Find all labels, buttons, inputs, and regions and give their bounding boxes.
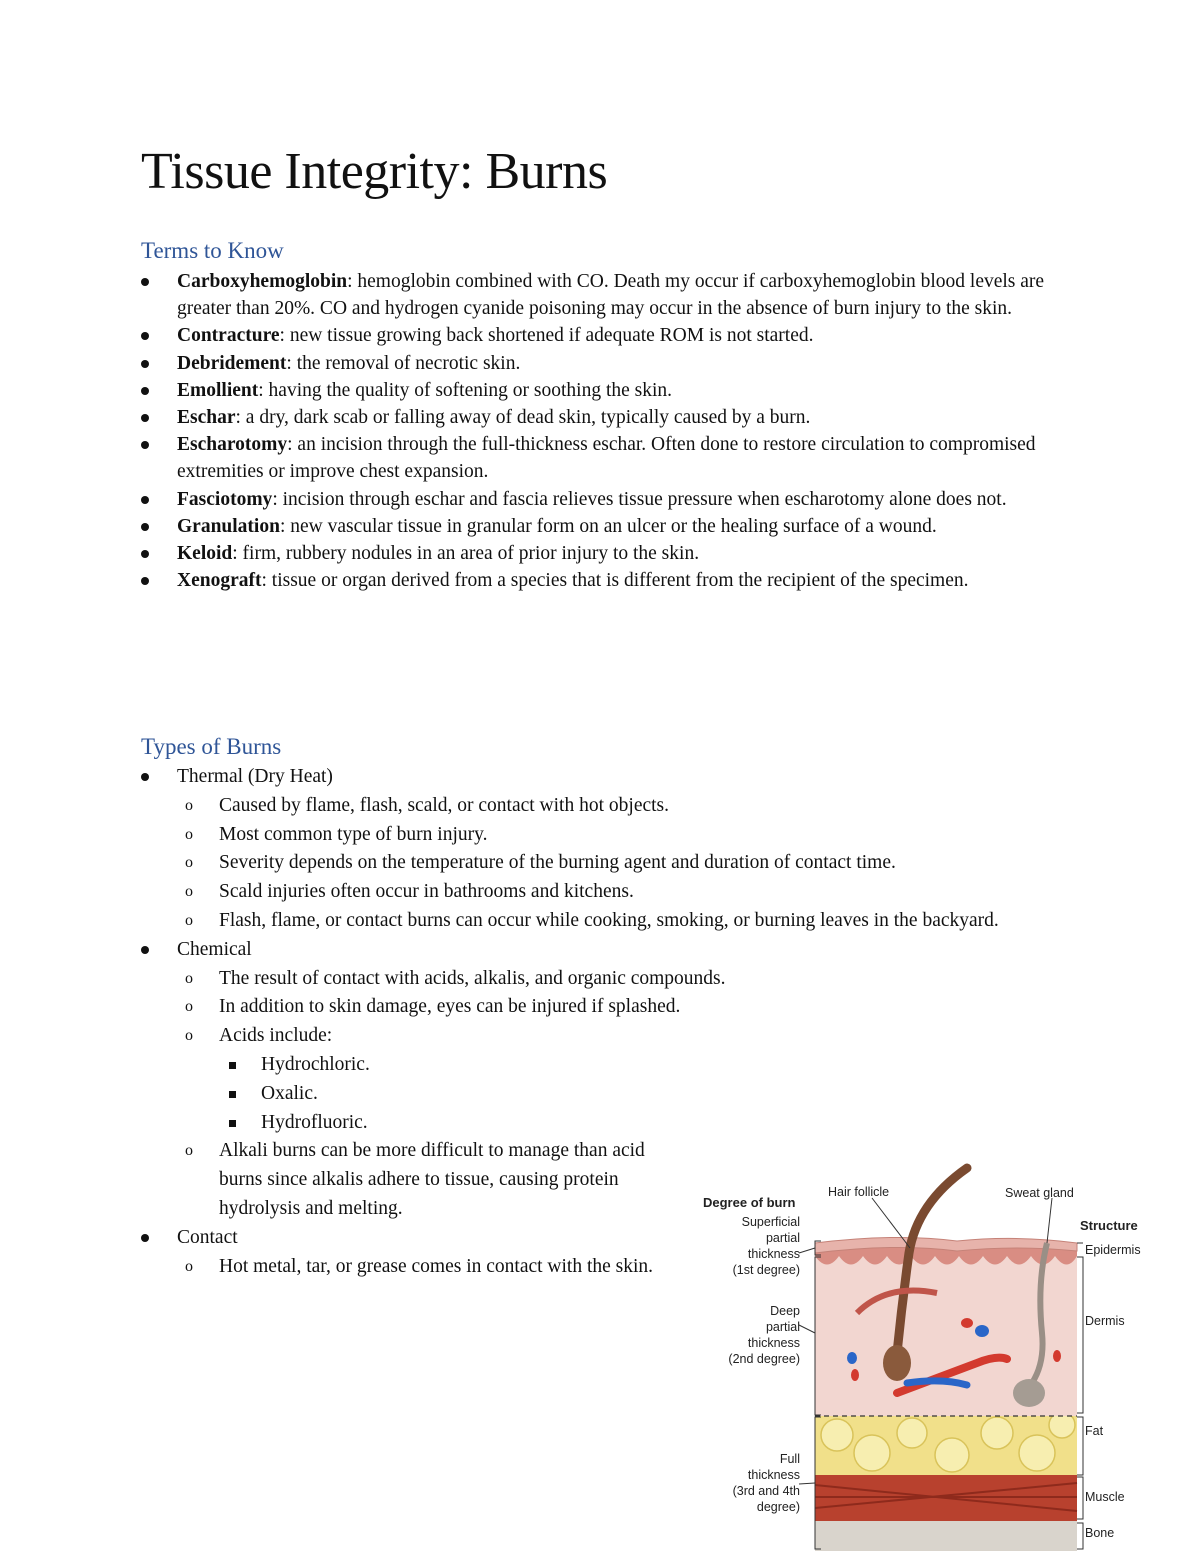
terms-list xyxy=(141,268,1071,594)
square-bullet-icon xyxy=(229,1062,236,1069)
list-item xyxy=(177,849,1061,878)
circle-bullet-icon: o xyxy=(185,825,193,843)
degree-label: degree) xyxy=(756,1500,800,1514)
bullet-icon xyxy=(141,577,149,585)
term-definition: : the removal of necrotic skin. xyxy=(286,352,521,374)
item-text: In addition to skin damage, eyes can be injured if splashed. xyxy=(219,996,681,1018)
term-definition: : incision through eschar and fascia relieves tissue pressure when escharotomy alone does not. xyxy=(272,488,1007,510)
structure-label: Muscle xyxy=(1085,1490,1125,1504)
list-item xyxy=(177,907,1061,936)
bullet-icon xyxy=(141,946,149,954)
list-item xyxy=(141,486,1071,513)
list-item xyxy=(141,540,1071,567)
list-item xyxy=(219,1080,1061,1109)
degree-label: thickness xyxy=(747,1468,800,1482)
acids-sublist xyxy=(219,1051,1061,1137)
item-text: Severity depends on the temperature of the burning agent and duration of contact time. xyxy=(219,852,896,874)
term-definition: : an incision through the full-thickness eschar. Often done to restore circulation to compromised extremities or improve chest expansion. xyxy=(177,434,1036,483)
term-name: Escharotomy xyxy=(177,434,288,456)
degree-label: partial xyxy=(765,1320,800,1334)
sweat-gland-label: Sweat gland xyxy=(1005,1186,1074,1200)
degree-label: (3rd and 4th xyxy=(732,1484,800,1498)
list-item xyxy=(177,1253,659,1282)
degree-label: thickness xyxy=(747,1336,800,1350)
bullet-icon xyxy=(141,1234,149,1242)
term-name: Debridement xyxy=(177,352,287,374)
circle-bullet-icon: o xyxy=(185,1257,193,1275)
item-text: Hydrofluoric. xyxy=(261,1111,368,1133)
list-item xyxy=(177,993,1061,1022)
circle-bullet-icon: o xyxy=(185,998,193,1016)
bullet-icon xyxy=(141,332,149,340)
term-definition: : a dry, dark scab or falling away of dead skin, typically caused by a burn. xyxy=(235,407,811,429)
bullet-icon xyxy=(141,414,149,422)
list-item xyxy=(141,268,1071,322)
item-text: Acids include: xyxy=(219,1025,333,1047)
item-text: The result of contact with acids, alkalis, and organic compounds. xyxy=(219,967,726,989)
thermal-sublist xyxy=(177,792,1061,936)
list-item xyxy=(141,350,1071,377)
square-bullet-icon xyxy=(229,1120,236,1127)
list-item xyxy=(141,567,1071,594)
list-item xyxy=(177,1022,1061,1137)
item-text: Alkali burns can be more difficult to manage than acid burns since alkalis adhere to tissue, causing protein hydrolysis and melting. xyxy=(219,1140,645,1219)
list-item xyxy=(177,792,1061,821)
list-item xyxy=(219,1051,1061,1080)
circle-bullet-icon: o xyxy=(185,1142,193,1160)
page-title: Tissue Integrity: Burns xyxy=(141,143,608,200)
list-item xyxy=(141,763,1061,936)
degree-label: thickness xyxy=(747,1247,800,1261)
bullet-icon xyxy=(141,496,149,504)
hair-follicle-label: Hair follicle xyxy=(828,1185,890,1199)
bone-layer xyxy=(815,1521,1077,1551)
list-item xyxy=(141,431,1071,485)
item-text: Oxalic. xyxy=(261,1082,318,1104)
bullet-icon xyxy=(141,360,149,368)
structure-label: Bone xyxy=(1085,1526,1115,1540)
circle-bullet-icon: o xyxy=(185,1027,193,1045)
sweat-gland xyxy=(1013,1379,1045,1407)
bullet-icon xyxy=(141,387,149,395)
type-label: Chemical xyxy=(177,938,252,960)
item-text: Hydrochloric. xyxy=(261,1053,370,1075)
list-item xyxy=(141,513,1071,540)
circle-bullet-icon: o xyxy=(185,969,193,987)
item-text: Hot metal, tar, or grease comes in contact with the skin. xyxy=(219,1255,654,1277)
degree-heading: Degree of burn xyxy=(703,1195,796,1210)
term-name: Contracture xyxy=(177,325,280,347)
types-heading: Types of Burns xyxy=(141,734,282,759)
degree-label: (1st degree) xyxy=(732,1263,800,1277)
structure-heading: Structure xyxy=(1080,1218,1138,1233)
item-text: Scald injuries often occur in bathrooms and kitchens. xyxy=(219,881,634,903)
list-item xyxy=(177,965,1061,994)
item-text: Caused by flame, flash, scald, or contact with hot objects. xyxy=(219,794,670,816)
bullet-icon xyxy=(141,523,149,531)
term-definition: : tissue or organ derived from a species that is different from the recipient of the specimen. xyxy=(261,570,969,592)
burn-depth-figure xyxy=(697,1163,1157,1551)
list-item xyxy=(141,404,1071,431)
term-definition: : having the quality of softening or soothing the skin. xyxy=(258,379,673,401)
term-definition: : new vascular tissue in granular form on an ulcer or the healing surface of a wound. xyxy=(279,515,937,537)
bullet-icon xyxy=(141,550,149,558)
bullet-icon xyxy=(141,773,149,781)
structure-label: Epidermis xyxy=(1085,1243,1141,1257)
term-name: Keloid xyxy=(177,543,233,565)
term-definition: : hemoglobin combined with CO. Death my occur if carboxyhemoglobin blood levels are greater than 20%. CO and hydrogen cyanide poisoning may occur in the absence of burn injury to the skin. xyxy=(177,271,1045,320)
type-label: Thermal (Dry Heat) xyxy=(177,766,333,787)
circle-bullet-icon: o xyxy=(185,854,193,872)
list-item xyxy=(177,878,1061,907)
type-label: Contact xyxy=(177,1226,238,1248)
hair-bulb xyxy=(883,1345,911,1381)
term-name: Granulation xyxy=(177,515,280,537)
bullet-icon xyxy=(141,278,149,286)
list-item xyxy=(141,322,1071,349)
term-definition: : firm, rubbery nodules in an area of prior injury to the skin. xyxy=(232,543,700,565)
degree-label: Deep xyxy=(770,1304,800,1318)
square-bullet-icon xyxy=(229,1091,236,1098)
list-item xyxy=(219,1109,1061,1138)
item-text: Most common type of burn injury. xyxy=(219,823,488,845)
circle-bullet-icon: o xyxy=(185,911,193,929)
structure-label: Dermis xyxy=(1085,1314,1125,1328)
circle-bullet-icon: o xyxy=(185,796,193,814)
degree-label: Superficial xyxy=(741,1215,800,1229)
item-text: Flash, flame, or contact burns can occur while cooking, smoking, or burning leaves in the backyard. xyxy=(219,909,999,931)
bullet-icon xyxy=(141,441,149,449)
term-name: Carboxyhemoglobin xyxy=(177,271,348,292)
vein xyxy=(907,1381,967,1385)
list-item xyxy=(177,821,1061,850)
term-definition: : new tissue growing back shortened if adequate ROM is not started. xyxy=(279,325,814,347)
terms-heading: Terms to Know xyxy=(141,238,284,263)
term-name: Fasciotomy xyxy=(177,488,273,510)
list-item xyxy=(177,1137,659,1223)
structure-label: Fat xyxy=(1085,1424,1104,1438)
degree-label: Full xyxy=(779,1452,800,1466)
list-item xyxy=(141,377,1071,404)
term-name: Emollient xyxy=(177,379,259,401)
degree-label: partial xyxy=(765,1231,800,1245)
term-name: Eschar xyxy=(177,407,236,429)
degree-label: (2nd degree) xyxy=(728,1352,800,1366)
term-name: Xenograft xyxy=(177,570,262,592)
circle-bullet-icon: o xyxy=(185,883,193,901)
skin-layers-illustration xyxy=(697,1163,1157,1551)
